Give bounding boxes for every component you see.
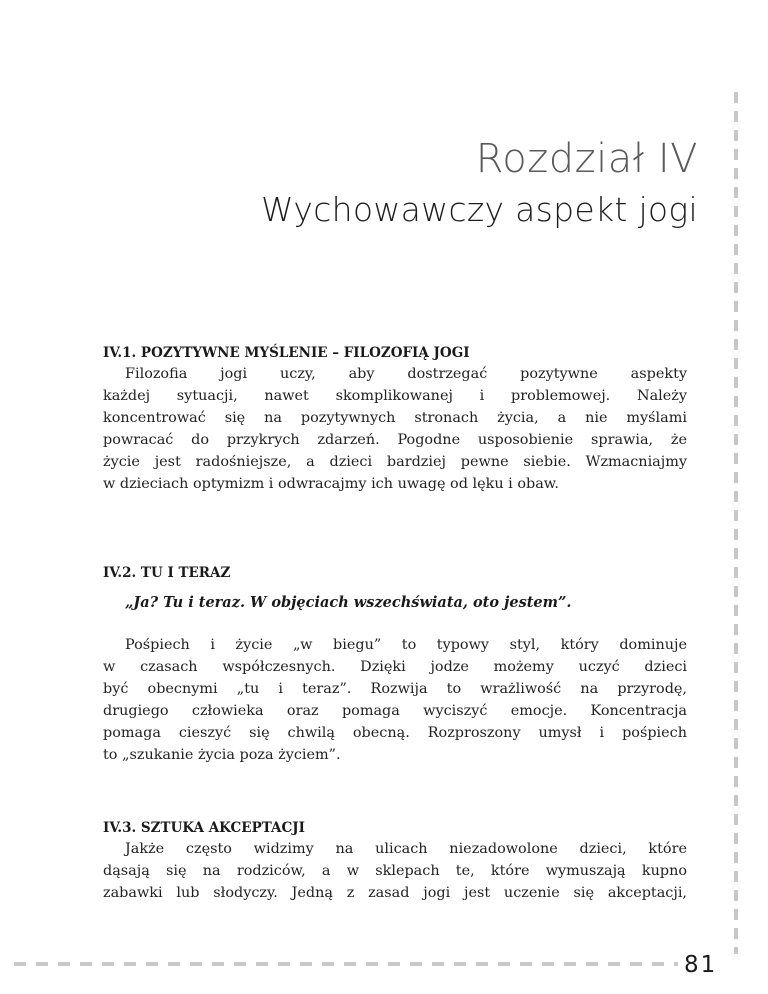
section-heading: IV.2. TU I TERAZ bbox=[103, 565, 231, 581]
paragraph-line: drugiego człowieka oraz pomaga wyciszyć emocje. Koncentracja bbox=[103, 703, 687, 719]
paragraph-line: życie jest radośniejsze, a dzieci bardziej pewne siebie. Wzmacniajmy bbox=[103, 454, 687, 470]
paragraph-line: zabawki lub słodyczy. Jedną z zasad jogi jest uczenie się akceptacji, bbox=[103, 885, 687, 901]
paragraph-line: to „szukanie życia poza życiem”. bbox=[103, 747, 341, 763]
paragraph-line: w dzieciach optymizm i odwracajmy ich uwagę od lęku i obaw. bbox=[103, 476, 559, 492]
section-paragraph bbox=[103, 634, 687, 766]
section-heading: IV.3. SZTUKA AKCEPTACJI bbox=[103, 820, 305, 836]
paragraph-line: powracać do przykrych zdarzeń. Pogodne usposobienie sprawia, że bbox=[103, 432, 687, 448]
paragraph-line: koncentrować się na pozytywnych stronach życia, a nie myślami bbox=[103, 410, 687, 426]
paragraph-line: pomaga cieszyć się chwilą obecną. Rozproszony umysł i pośpiech bbox=[103, 725, 687, 741]
section-paragraph bbox=[103, 838, 687, 904]
chapter-number: Rozdział IV bbox=[475, 136, 698, 182]
paragraph-line: w czasach współczesnych. Dzięki jodze możemy uczyć dzieci bbox=[103, 659, 687, 675]
section-paragraph bbox=[103, 363, 687, 495]
paragraph-line: każdej sytuacji, nawet skomplikowanej i problemowej. Należy bbox=[103, 388, 687, 404]
page-number: 81 bbox=[684, 952, 718, 978]
section-heading: IV.1. POZYTYWNE MYŚLENIE – FILOZOFIĄ JOGI bbox=[103, 345, 470, 361]
paragraph-line: dąsają się na rodziców, a w sklepach te, które wymuszają kupno bbox=[103, 863, 687, 879]
motto-quote: „Ja? Tu i teraz. W objęciach wszechświata, oto jestem”. bbox=[125, 594, 572, 611]
paragraph-line: Jakże często widzimy na ulicach niezadowolone dzieci, które bbox=[125, 841, 687, 857]
chapter-title: Wychowawczy aspekt jogi bbox=[261, 190, 698, 229]
paragraph-line: Filozofia jogi uczy, aby dostrzegać pozytywne aspekty bbox=[125, 366, 687, 382]
dashed-border-vertical bbox=[734, 92, 738, 954]
paragraph-line: być obecnymi „tu i teraz”. Rozwija to wrażliwość na przyrodę, bbox=[103, 681, 687, 697]
dashed-border-horizontal bbox=[14, 962, 678, 966]
paragraph-line: Pośpiech i życie „w biegu” to typowy styl, który dominuje bbox=[125, 637, 687, 653]
